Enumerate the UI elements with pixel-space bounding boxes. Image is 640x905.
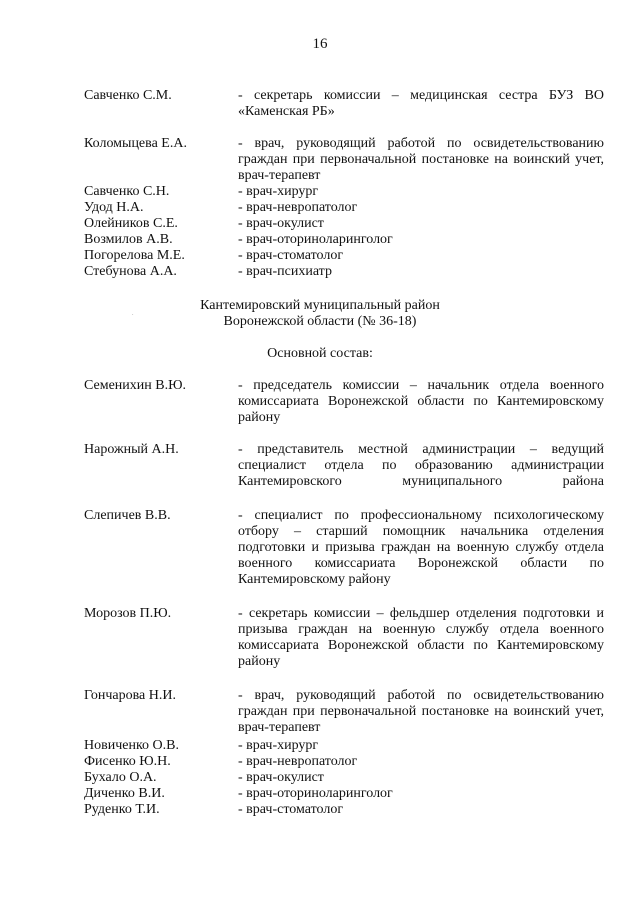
member-name: Фисенко Ю.Н. — [84, 754, 171, 769]
member-name: Савченко С.Н. — [84, 184, 170, 199]
member-role: - врач-окулист — [238, 770, 324, 785]
page-number: 16 — [312, 36, 328, 52]
member-role: - специалист по профессиональному психологическому отбору – старший помощник начальника отделения подготовки и призыва граждан на военную службу отдела военного комиссариата Воронежской области по Кантемировскому району — [238, 508, 604, 587]
member-name: Морозов П.Ю. — [84, 606, 172, 621]
member-role: - секретарь комиссии – фельдшер отделения подготовки и призыва граждан на военную службу отдела военного комиссариата Воронежской области по Кантемировскому району — [238, 606, 604, 669]
member-role: - врач-невропатолог — [238, 200, 358, 215]
scan-speck: . — [132, 311, 134, 317]
member-name: Руденко Т.И. — [84, 802, 160, 817]
member-role: - секретарь комиссии – медицинская сестра БУЗ ВО «Каменская РБ» — [238, 88, 604, 119]
member-name: Олейников С.Е. — [84, 216, 178, 231]
member-role: - врач-окулист — [238, 216, 324, 231]
member-name: Нарожный А.Н. — [84, 442, 179, 457]
member-role: - врач, руководящий работой по освидетельствованию граждан при первоначальной постановке на воинский учет, врач-терапевт — [238, 688, 604, 735]
member-name: Новиченко О.В. — [84, 738, 179, 753]
member-role: - врач-стоматолог — [238, 248, 344, 263]
member-name: Савченко С.М. — [84, 88, 172, 103]
member-role: - врач-невропатолог — [238, 754, 358, 769]
member-role: - врач-оториноларинголог — [238, 786, 393, 801]
member-name: Стебунова А.А. — [84, 264, 177, 279]
member-name: Бухало О.А. — [84, 770, 157, 785]
district-heading-line1: Кантемировский муниципальный район — [200, 298, 440, 313]
member-role: - председатель комиссии – начальник отдела военного комиссариата Воронежской области по Кантемировскому району — [238, 378, 604, 425]
member-role: - врач-хирург — [238, 738, 319, 753]
member-name: Погорелова М.Е. — [84, 248, 185, 263]
member-name: Семенихин В.Ю. — [84, 378, 186, 393]
member-name: Удод Н.А. — [84, 200, 144, 215]
member-role: - врач-оториноларинголог — [238, 232, 393, 247]
member-role: - врач-психиатр — [238, 264, 332, 279]
main-composition-heading: Основной состав: — [267, 346, 373, 361]
member-role: - врач, руководящий работой по освидетельствованию граждан при первоначальной постановке на воинский учет, врач-терапевт — [238, 136, 604, 183]
member-name: Возмилов А.В. — [84, 232, 173, 247]
district-heading-line2: Воронежской области (№ 36-18) — [223, 314, 417, 329]
member-role: - представитель местной администрации – ведущий специалист отдела по образованию администрации Кантемировского муниципального района — [238, 442, 604, 489]
member-name: Диченко В.И. — [84, 786, 165, 801]
member-name: Слепичев В.В. — [84, 508, 171, 523]
member-role: - врач-стоматолог — [238, 802, 344, 817]
member-name: Коломыцева Е.А. — [84, 136, 187, 151]
member-role: - врач-хирург — [238, 184, 319, 199]
member-name: Гончарова Н.И. — [84, 688, 176, 703]
